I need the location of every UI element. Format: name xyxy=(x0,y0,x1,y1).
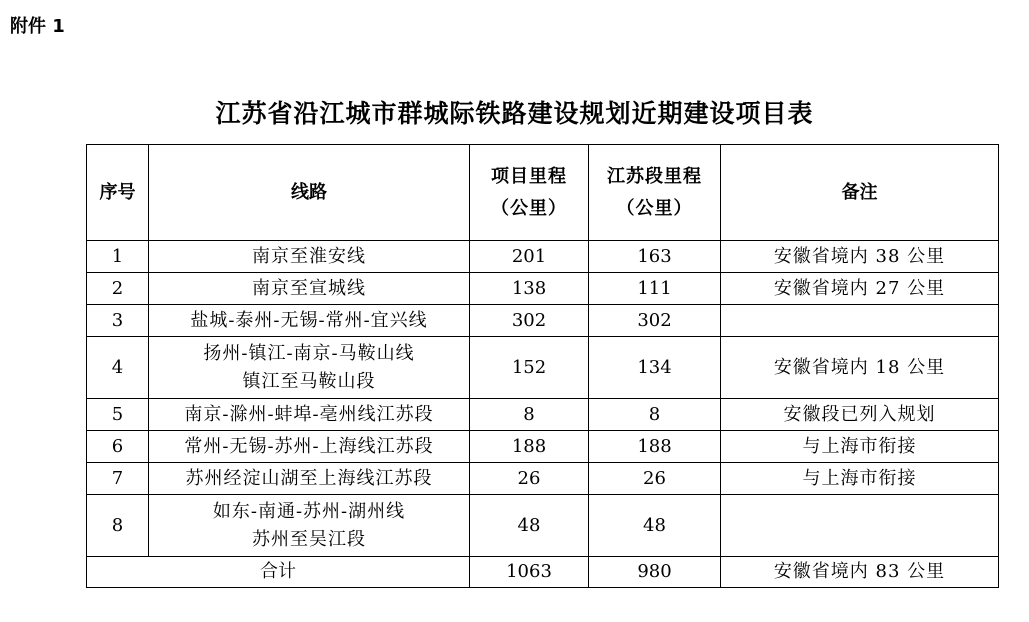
row-route xyxy=(149,273,470,305)
table-row xyxy=(87,241,999,273)
row-remark: 安徽省境内 27 公里 xyxy=(721,273,999,305)
row-mileage: 8 xyxy=(470,399,589,431)
header-remark: 备注 xyxy=(721,145,999,241)
total-label: 合计 xyxy=(87,557,470,588)
row-route-line: 常州-无锡-苏州-上海线江苏段 xyxy=(184,435,434,457)
row-remark: 与上海市衔接 xyxy=(721,431,999,463)
header-mileage-line2: （公里） xyxy=(491,197,567,219)
annex-label: 附件 1 xyxy=(10,16,65,37)
row-js-mileage: 48 xyxy=(589,495,721,557)
row-route-line: 盐城-泰州-无锡-常州-宜兴线 xyxy=(190,309,428,331)
row-route-line: 苏州经淀山湖至上海线江苏段 xyxy=(185,467,433,489)
row-seq: 2 xyxy=(87,273,149,305)
header-js-mileage xyxy=(589,145,721,241)
row-route-line: 南京至宣城线 xyxy=(252,277,366,299)
row-seq: 8 xyxy=(87,495,149,557)
header-row xyxy=(87,145,999,241)
table-row xyxy=(87,495,999,557)
row-route-line: 扬州-镇江-南京-马鞍山线 xyxy=(203,342,415,364)
row-route xyxy=(149,399,470,431)
row-remark: 安徽省境内 38 公里 xyxy=(721,241,999,273)
row-mileage: 152 xyxy=(470,337,589,399)
total-row xyxy=(87,557,999,588)
row-route xyxy=(149,431,470,463)
row-route xyxy=(149,305,470,337)
row-route-line: 如东-南通-苏州-湖州线 xyxy=(212,500,406,522)
row-mileage: 26 xyxy=(470,463,589,495)
row-seq: 5 xyxy=(87,399,149,431)
row-mileage: 188 xyxy=(470,431,589,463)
row-route-line: 镇江至马鞍山段 xyxy=(242,370,376,392)
table-row xyxy=(87,399,999,431)
total-mileage: 1063 xyxy=(470,557,589,588)
row-js-mileage: 134 xyxy=(589,337,721,399)
row-route-line: 南京至淮安线 xyxy=(252,245,366,267)
row-js-mileage: 188 xyxy=(589,431,721,463)
row-remark: 安徽段已列入规划 xyxy=(721,399,999,431)
header-mileage-line1: 项目里程 xyxy=(491,165,567,187)
total-remark: 安徽省境内 83 公里 xyxy=(721,557,999,588)
table-row xyxy=(87,305,999,337)
row-seq: 7 xyxy=(87,463,149,495)
row-route xyxy=(149,241,470,273)
row-js-mileage: 8 xyxy=(589,399,721,431)
row-seq: 4 xyxy=(87,337,149,399)
table-row xyxy=(87,463,999,495)
row-js-mileage: 302 xyxy=(589,305,721,337)
row-remark xyxy=(721,305,999,337)
row-remark xyxy=(721,495,999,557)
total-js-mileage: 980 xyxy=(589,557,721,588)
page-title: 江苏省沿江城市群城际铁路建设规划近期建设项目表 xyxy=(215,99,814,128)
table-row xyxy=(87,273,999,305)
row-js-mileage: 111 xyxy=(589,273,721,305)
table-row xyxy=(87,431,999,463)
row-js-mileage: 26 xyxy=(589,463,721,495)
row-js-mileage: 163 xyxy=(589,241,721,273)
row-remark: 与上海市衔接 xyxy=(721,463,999,495)
table-body xyxy=(87,241,999,557)
row-mileage: 138 xyxy=(470,273,589,305)
row-mileage: 201 xyxy=(470,241,589,273)
header-js-mileage-line2: （公里） xyxy=(616,197,693,219)
row-route xyxy=(149,463,470,495)
row-mileage: 48 xyxy=(470,495,589,557)
header-route: 线路 xyxy=(149,145,470,241)
header-seq: 序号 xyxy=(87,145,149,241)
projects-table xyxy=(86,144,999,588)
row-route xyxy=(149,337,470,399)
row-seq: 1 xyxy=(87,241,149,273)
header-js-mileage-line1: 江苏段里程 xyxy=(607,165,702,187)
table-row xyxy=(87,337,999,399)
row-mileage: 302 xyxy=(470,305,589,337)
header-mileage xyxy=(470,145,589,241)
row-route-line: 苏州至吴江段 xyxy=(252,528,366,550)
row-seq: 3 xyxy=(87,305,149,337)
row-remark: 安徽省境内 18 公里 xyxy=(721,337,999,399)
row-seq: 6 xyxy=(87,431,149,463)
row-route-line: 南京-滁州-蚌埠-亳州线江苏段 xyxy=(184,403,434,425)
row-route xyxy=(149,495,470,557)
